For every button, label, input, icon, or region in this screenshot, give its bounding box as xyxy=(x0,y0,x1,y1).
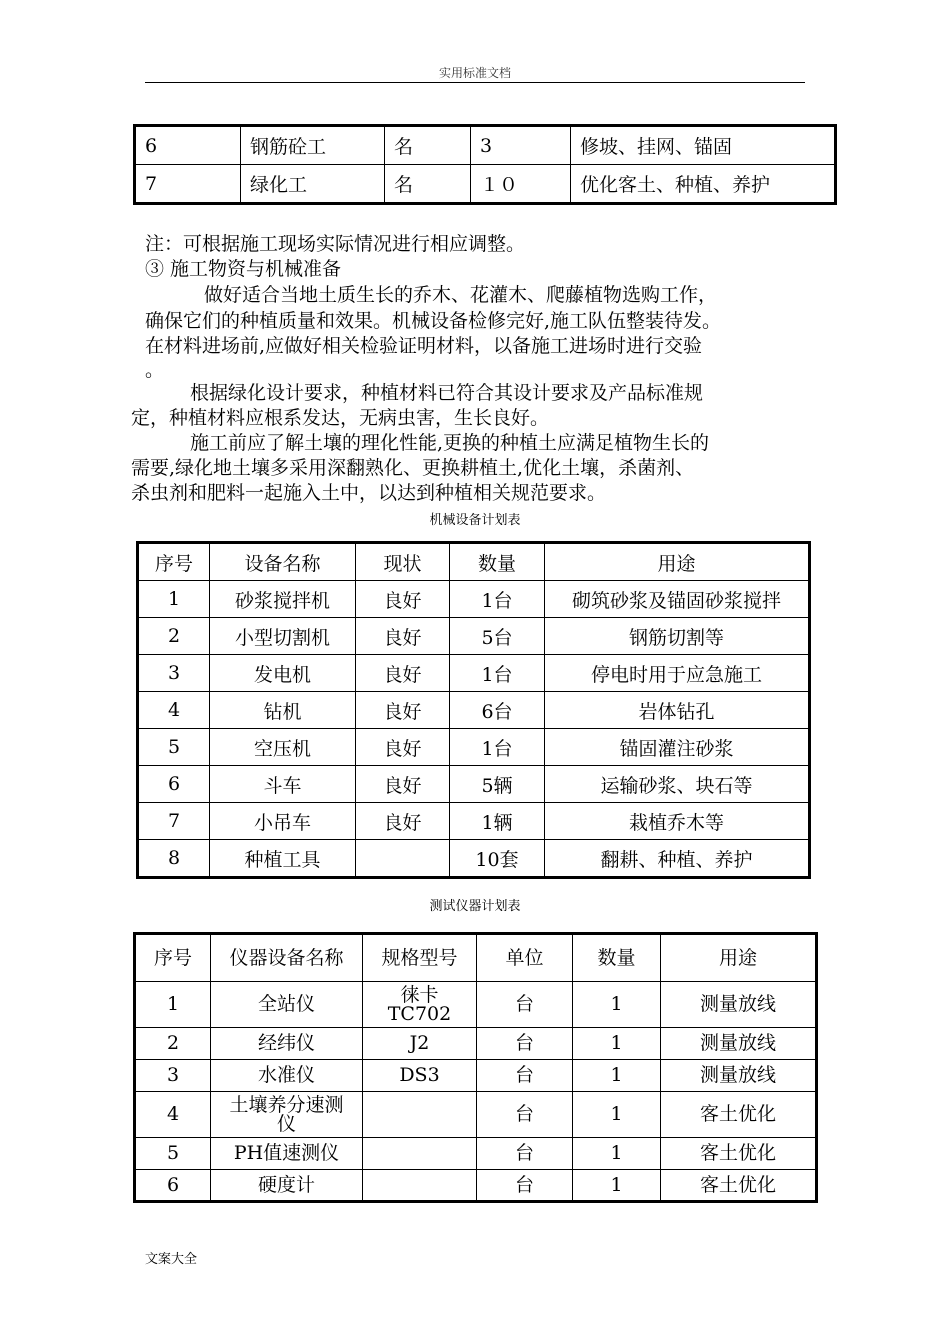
table-cell: 名 xyxy=(385,126,471,165)
table-cell: 测量放线 xyxy=(661,1060,817,1092)
table-cell: 徕卡TC702 xyxy=(363,982,477,1028)
table-row xyxy=(135,1028,817,1060)
labor-table xyxy=(133,124,837,205)
table-cell: 3 xyxy=(135,1060,211,1092)
table-cell: 运输砂浆、块石等 xyxy=(545,766,810,803)
page-footer-text: 文案大全 xyxy=(145,1252,198,1267)
table-header-row xyxy=(135,934,817,982)
table-cell: 6 xyxy=(135,126,241,165)
table-cell: 2 xyxy=(135,1028,211,1060)
table-row xyxy=(135,1060,817,1092)
table-cell xyxy=(363,1092,477,1138)
column-header: 单位 xyxy=(477,934,573,982)
table-cell: 5 xyxy=(135,1138,211,1170)
table-cell: 5台 xyxy=(450,618,545,655)
table-row xyxy=(138,618,810,655)
table-row xyxy=(138,729,810,766)
table-row xyxy=(138,840,810,878)
table-cell: J2 xyxy=(363,1028,477,1060)
table-cell: 6 xyxy=(138,766,210,803)
table-cell: 1 xyxy=(573,1060,661,1092)
paragraph-line: 做好适合当地土质生长的乔木、花灌木、爬藤植物选购工作， xyxy=(204,284,718,306)
column-header: 数量 xyxy=(573,934,661,982)
paragraph-line: 杀虫剂和肥料一起施入土中，以达到种植相关规范要求。 xyxy=(131,482,607,504)
table-cell: 发电机 xyxy=(210,655,356,692)
paragraph-line: 。 xyxy=(145,359,165,381)
table-row xyxy=(135,982,817,1028)
table-cell: 良好 xyxy=(356,655,450,692)
page-header-title: 实用标准文档 xyxy=(438,66,511,80)
table-cell: 砂浆搅拌机 xyxy=(210,581,356,618)
paragraph-line: 施工前应了解土壤的理化性能,更换的种植土应满足植物生长的 xyxy=(190,432,710,454)
paragraph-line: 根据绿化设计要求，种植材料已符合其设计要求及产品标准规 xyxy=(190,382,704,404)
column-header: 序号 xyxy=(138,543,210,581)
table-cell: 名 xyxy=(385,165,471,204)
table-cell: 客土优化 xyxy=(661,1138,817,1170)
column-header: 用途 xyxy=(661,934,817,982)
table-cell: 良好 xyxy=(356,692,450,729)
table-cell: 良好 xyxy=(356,803,450,840)
table-cell xyxy=(363,1138,477,1170)
table-cell: 1 xyxy=(573,1092,661,1138)
table-cell: 良好 xyxy=(356,729,450,766)
note-text: 注：可根据施工现场实际情况进行相应调整。 xyxy=(145,233,526,255)
table-cell: 全站仪 xyxy=(211,982,363,1028)
instrument-table xyxy=(133,932,818,1203)
table-cell: 硬度计 xyxy=(211,1170,363,1202)
table-row xyxy=(138,803,810,840)
table-cell: 钢筋砼工 xyxy=(241,126,385,165)
table-cell: 台 xyxy=(477,1092,573,1138)
table-cell: DS3 xyxy=(363,1060,477,1092)
table-cell: 台 xyxy=(477,1060,573,1092)
table-row xyxy=(135,126,836,165)
table-cell: 绿化工 xyxy=(241,165,385,204)
paragraph-line: 在材料进场前,应做好相关检验证明材料，以备施工进场时进行交验 xyxy=(145,335,703,357)
column-header: 数量 xyxy=(450,543,545,581)
table-cell: 小型切割机 xyxy=(210,618,356,655)
table-cell: 小吊车 xyxy=(210,803,356,840)
table-cell: 水准仪 xyxy=(211,1060,363,1092)
table-cell: 3 xyxy=(138,655,210,692)
table-row xyxy=(138,581,810,618)
table-cell: 8 xyxy=(138,840,210,878)
table-cell: 台 xyxy=(477,982,573,1028)
table-cell: 台 xyxy=(477,1028,573,1060)
table-cell: 土壤养分速测仪 xyxy=(211,1092,363,1138)
table-cell: 1 xyxy=(573,982,661,1028)
paragraph-line: 需要,绿化地土壤多采用深翻熟化、更换耕植土,优化土壤，杀菌剂、 xyxy=(131,457,695,479)
table-cell: １０ xyxy=(471,165,571,204)
paragraph-line: 确保它们的种植质量和效果。机械设备检修完好,施工队伍整装待发。 xyxy=(145,310,722,332)
table-cell: 斗车 xyxy=(210,766,356,803)
table-cell: 经纬仪 xyxy=(211,1028,363,1060)
table-cell: 客土优化 xyxy=(661,1170,817,1202)
table-cell xyxy=(356,840,450,878)
table-row xyxy=(138,655,810,692)
table-cell: 5 xyxy=(138,729,210,766)
column-header: 规格型号 xyxy=(363,934,477,982)
equipment-table xyxy=(136,541,811,879)
table-cell: 2 xyxy=(138,618,210,655)
table-cell: 良好 xyxy=(356,618,450,655)
table-cell: 1台 xyxy=(450,729,545,766)
table-row xyxy=(135,165,836,204)
table-cell: 良好 xyxy=(356,766,450,803)
table-cell: 4 xyxy=(135,1092,211,1138)
table-header-row xyxy=(138,543,810,581)
table-cell: 测量放线 xyxy=(661,982,817,1028)
table-cell: 7 xyxy=(135,165,241,204)
table-cell: PH值速测仪 xyxy=(211,1138,363,1170)
column-header: 仪器设备名称 xyxy=(211,934,363,982)
table-row xyxy=(135,1170,817,1202)
table-cell: 栽植乔木等 xyxy=(545,803,810,840)
table-cell: 钻机 xyxy=(210,692,356,729)
table-cell: 4 xyxy=(138,692,210,729)
table-cell: 1 xyxy=(138,581,210,618)
table-cell: 3 xyxy=(471,126,571,165)
table-cell: 6台 xyxy=(450,692,545,729)
table-cell: 1 xyxy=(573,1028,661,1060)
column-header: 用途 xyxy=(545,543,810,581)
table-cell: 砌筑砂浆及锚固砂浆搅拌 xyxy=(545,581,810,618)
table-cell: 停电时用于应急施工 xyxy=(545,655,810,692)
table-cell: 种植工具 xyxy=(210,840,356,878)
table-cell: 空压机 xyxy=(210,729,356,766)
table-cell: 台 xyxy=(477,1138,573,1170)
table-cell: 1辆 xyxy=(450,803,545,840)
table-cell: 5辆 xyxy=(450,766,545,803)
table-row xyxy=(135,1138,817,1170)
section-heading: ③ 施工物资与机械准备 xyxy=(145,258,342,280)
header-divider xyxy=(145,82,805,83)
table-cell: 良好 xyxy=(356,581,450,618)
table-cell xyxy=(363,1170,477,1202)
instrument-table-caption: 测试仪器计划表 xyxy=(429,899,521,914)
table-cell: 岩体钻孔 xyxy=(545,692,810,729)
table-cell: 1 xyxy=(135,982,211,1028)
table-row xyxy=(138,766,810,803)
table-cell: 翻耕、种植、养护 xyxy=(545,840,810,878)
table-cell: 锚固灌注砂浆 xyxy=(545,729,810,766)
column-header: 序号 xyxy=(135,934,211,982)
table-cell: 客土优化 xyxy=(661,1092,817,1138)
table-row xyxy=(138,692,810,729)
table-cell: 测量放线 xyxy=(661,1028,817,1060)
table-cell: 1 xyxy=(573,1170,661,1202)
table-cell: 优化客土、种植、养护 xyxy=(571,165,836,204)
column-header: 现状 xyxy=(356,543,450,581)
column-header: 设备名称 xyxy=(210,543,356,581)
table-cell: 钢筋切割等 xyxy=(545,618,810,655)
table-cell: 台 xyxy=(477,1170,573,1202)
table-cell: 10套 xyxy=(450,840,545,878)
table-cell: 6 xyxy=(135,1170,211,1202)
table-row xyxy=(135,1092,817,1138)
table-cell: 7 xyxy=(138,803,210,840)
table-cell: 1台 xyxy=(450,581,545,618)
paragraph-line: 定，种植材料应根系发达，无病虫害，生长良好。 xyxy=(131,407,550,429)
equipment-table-caption: 机械设备计划表 xyxy=(429,513,521,528)
table-cell: 1 xyxy=(573,1138,661,1170)
table-cell: 1台 xyxy=(450,655,545,692)
table-cell: 修坡、挂网、锚固 xyxy=(571,126,836,165)
